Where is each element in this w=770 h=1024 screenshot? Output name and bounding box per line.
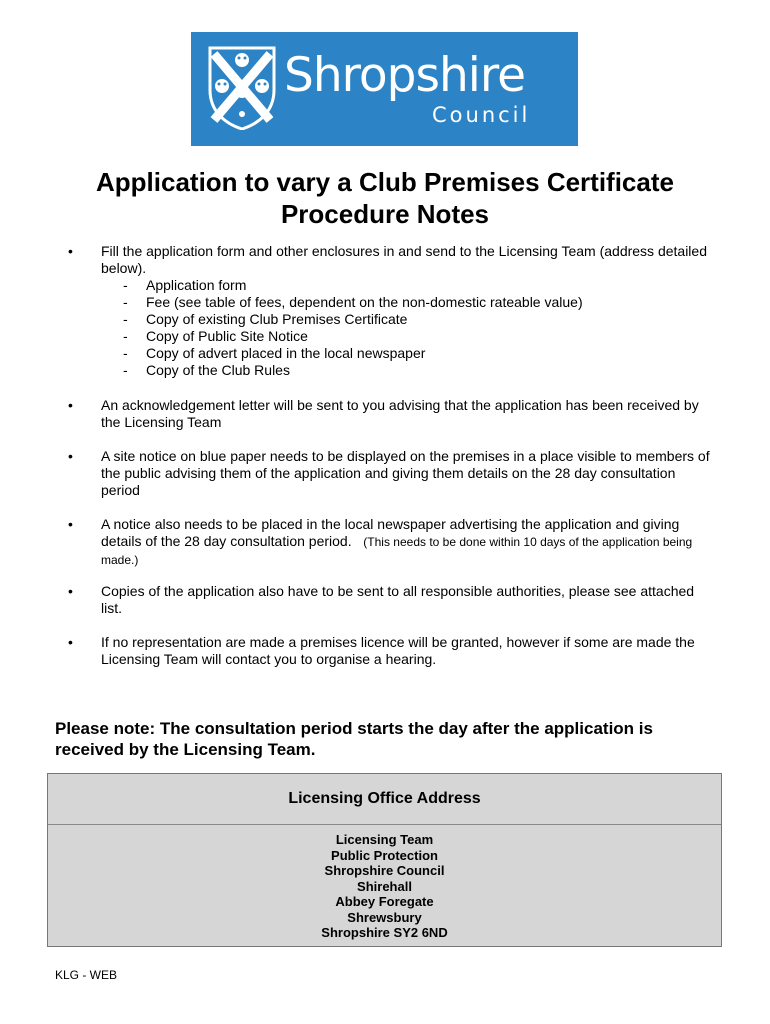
bullet-text: An acknowledgement letter will be sent to you advising that the application has been received by the Licensing Team — [101, 397, 699, 430]
address-line: Shropshire SY2 6ND — [321, 925, 448, 940]
shropshire-council-logo — [191, 32, 578, 146]
address-line: Licensing Team — [335, 832, 434, 847]
enclosure-item: - Copy of the Club Rules — [101, 362, 715, 379]
address-line: Abbey Foregate — [335, 894, 434, 909]
bullet-icon: • — [68, 583, 73, 599]
address-line: Shropshire Council — [324, 863, 445, 878]
footer-reference: KLG - WEB — [55, 968, 118, 982]
bullet-icon: • — [68, 243, 73, 259]
address-line: Shrewsbury — [347, 909, 422, 925]
title-line-1: Application to vary a Club Premises Certificate — [96, 167, 674, 197]
bullet-icon: • — [68, 516, 73, 532]
council-crest-icon — [208, 46, 276, 130]
address-line: Public Protection — [331, 847, 438, 863]
bullet-text: A site notice on blue paper needs to be displayed on the premises in a place visible to members of the public advising them of the application and giving them details on the 28 day consultation period — [101, 448, 710, 498]
bullet-text: If no representation are made a premises licence will be granted, however if some are made the Licensing Team will contact you to organise a hearing. — [101, 634, 695, 667]
enclosure-item: - Copy of Public Site Notice — [101, 328, 715, 345]
logo-subtitle: Council — [432, 103, 531, 127]
enclosure-item: - Copy of existing Club Premises Certificate — [101, 311, 715, 328]
consultation-note: Please note: The consultation period starts the day after the application is received by the Licensing Team. — [55, 719, 653, 759]
bullet-text: Copies of the application also have to be sent to all responsible authorities, please see attached list. — [101, 583, 695, 616]
address-line: Shirehall — [357, 878, 412, 894]
bullet-icon: • — [68, 634, 73, 650]
bullet-text: Fill the application form and other enclosures in and send to the Licensing Team (address detailed below). — [101, 243, 707, 276]
bullet-note: (This needs to be done within 10 days of the application being made.) — [101, 535, 693, 567]
enclosures-list — [101, 277, 715, 379]
bullet-icon: • — [68, 448, 73, 464]
address-heading: Licensing Office Address — [48, 774, 721, 825]
logo-wordmark: Shropshire — [284, 48, 526, 103]
enclosure-item: - Copy of advert placed in the local newspaper — [101, 345, 715, 362]
title-line-2: Procedure Notes — [280, 199, 490, 229]
document-title — [0, 166, 770, 230]
enclosure-item: - Application form — [101, 277, 715, 294]
bullet-icon: • — [68, 397, 73, 413]
address-lines — [48, 825, 721, 941]
licensing-office-address-box — [47, 773, 722, 947]
enclosure-item: - Fee (see table of fees, dependent on the non-domestic rateable value) — [101, 294, 715, 311]
bullet-text: A notice also needs to be placed in the local newspaper advertising the application and giving details of the 28 day consultation period. — [101, 516, 680, 549]
